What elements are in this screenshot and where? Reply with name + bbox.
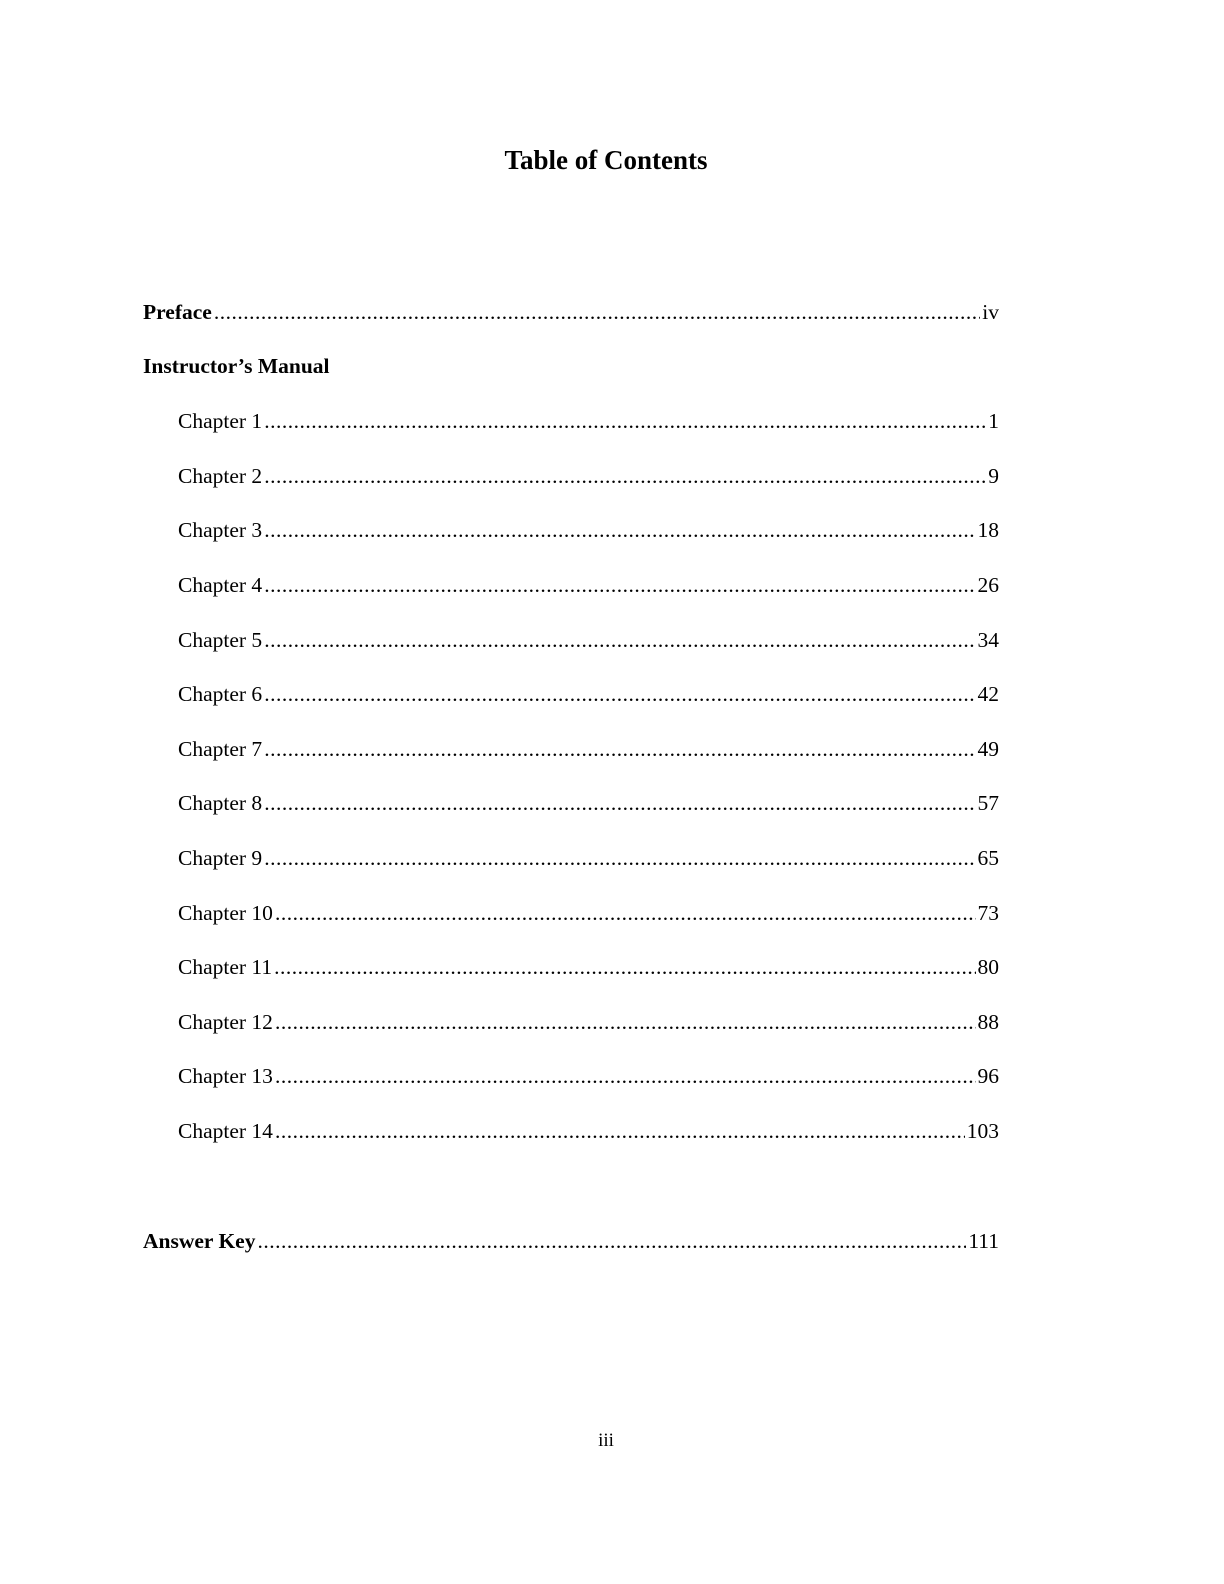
toc-page-number: 57 [977,791,999,815]
toc-entry-chapter [178,461,999,491]
dot-leader [275,898,976,928]
toc-label: Chapter 9 [178,846,263,870]
toc-page-number: iv [982,300,999,324]
toc-label: Chapter 12 [178,1010,273,1034]
toc-page-number: 80 [977,955,999,979]
toc-page-number: 9 [988,464,999,488]
toc-label: Chapter 1 [178,409,263,433]
toc-entry-chapter [178,843,999,873]
dot-leader [257,1226,966,1256]
toc-entry-chapter [178,1007,999,1037]
toc-page-number: 49 [977,737,999,761]
toc-entry-chapter [178,406,999,436]
toc-label: Chapter 10 [178,901,273,925]
toc-entry-chapter [178,952,999,982]
dot-leader [264,461,986,491]
toc-entry-chapter [178,625,999,655]
toc-page-number: 26 [977,573,999,597]
toc-page-number: 88 [977,1010,999,1034]
dot-leader [264,734,975,764]
toc-page-number: 42 [977,682,999,706]
dot-leader [264,625,975,655]
toc-entry-chapter [178,1061,999,1091]
dot-leader [264,679,975,709]
dot-leader [214,297,980,327]
toc-entry-preface [143,297,999,327]
dot-leader [275,1116,965,1146]
toc-label: Chapter 13 [178,1064,273,1088]
toc-label: Preface [143,300,212,324]
toc-label: Chapter 2 [178,464,263,488]
toc-entry-chapter [178,679,999,709]
dot-leader [264,788,975,818]
toc-label: Chapter 6 [178,682,263,706]
toc-page-number: 96 [977,1064,999,1088]
toc-entry-chapter [178,1116,999,1146]
page-title: Table of Contents [504,145,708,175]
toc-page-number: 73 [977,901,999,925]
page-number-footer: iii [598,1430,614,1451]
toc-page-number: 103 [966,1119,999,1143]
toc-page-number: 18 [977,518,999,542]
toc-label: Chapter 11 [178,955,273,979]
toc-entry-chapter [178,898,999,928]
dot-leader [274,952,975,982]
dot-leader [264,843,975,873]
toc-label: Chapter 3 [178,518,263,542]
toc-entry-chapter [178,570,999,600]
dot-leader [264,515,975,545]
dot-leader [264,570,975,600]
toc-entry-chapter [178,515,999,545]
dot-leader [275,1007,976,1037]
dot-leader [275,1061,976,1091]
section-heading: Instructor’s Manual [143,354,330,378]
toc-page-number: 1 [988,409,999,433]
toc-entry-answer-key [143,1226,999,1256]
toc-page-number: 34 [977,628,999,652]
toc-label: Chapter 4 [178,573,263,597]
toc-entry-chapter [178,788,999,818]
toc-page-number: 65 [977,846,999,870]
toc-label: Chapter 8 [178,791,263,815]
toc-label: Chapter 7 [178,737,263,761]
toc-entry-chapter [178,734,999,764]
toc-page-number: 111 [968,1229,999,1253]
toc-label: Answer Key [143,1229,256,1253]
dot-leader [264,406,986,436]
toc-label: Chapter 5 [178,628,263,652]
toc-label: Chapter 14 [178,1119,273,1143]
